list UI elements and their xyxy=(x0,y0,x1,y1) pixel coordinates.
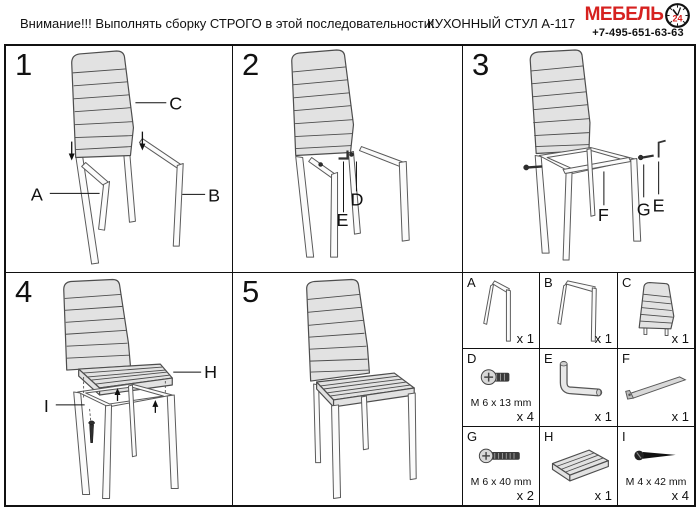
instruction-grid xyxy=(4,44,696,507)
part-letter-c: C xyxy=(622,275,632,290)
part-letter-d: D xyxy=(467,351,477,366)
part-cell-c xyxy=(618,273,694,349)
part-spec-d: M 6 x 13 mm xyxy=(470,397,532,409)
part-qty-d: x 4 xyxy=(516,409,534,424)
step-5-number: 5 xyxy=(242,274,260,309)
part-letter-b: B xyxy=(544,275,553,290)
step-2-label-e: E xyxy=(336,210,349,231)
part-cell-f xyxy=(618,349,694,427)
part-qty-i: x 4 xyxy=(671,488,689,503)
step-1-label-a: A xyxy=(30,184,43,205)
part-letter-e: E xyxy=(544,351,553,366)
part-letter-f: F xyxy=(622,351,630,366)
badge-24-text: 24 xyxy=(672,13,683,23)
step-1-number: 1 xyxy=(15,47,33,82)
clock-24-icon xyxy=(664,2,691,29)
part-cell-h xyxy=(540,427,618,505)
step-2-label-d: D xyxy=(350,189,364,210)
step-5-illustration xyxy=(233,273,462,505)
part-cell-b xyxy=(540,273,618,349)
step-2-illustration xyxy=(233,46,462,272)
warning-text: Внимание!!! Выполнять сборку СТРОГО в этой последовательности! xyxy=(20,16,435,31)
part-cell-e xyxy=(540,349,618,427)
step-2-panel xyxy=(233,46,463,273)
step-3-label-e: E xyxy=(652,195,665,216)
part-qty-c: x 1 xyxy=(671,331,689,346)
part-qty-h: x 1 xyxy=(594,488,612,503)
part-cell-g xyxy=(463,427,540,505)
part-qty-b: x 1 xyxy=(594,331,612,346)
part-cell-d xyxy=(463,349,540,427)
step-1-panel xyxy=(6,46,233,273)
part-qty-g: x 2 xyxy=(516,488,534,503)
part-letter-a: A xyxy=(467,275,476,290)
step-1-label-c: C xyxy=(169,93,183,114)
part-cell-i xyxy=(618,427,694,505)
part-qty-e: x 1 xyxy=(594,409,612,424)
step-5-panel xyxy=(233,273,463,505)
step-4-number: 4 xyxy=(15,274,33,309)
step-1-label-b: B xyxy=(208,185,221,206)
part-cell-a xyxy=(463,273,540,349)
part-spec-i: M 4 x 42 mm xyxy=(625,476,687,488)
product-title: КУХОННЫЙ СТУЛ А-117 xyxy=(427,16,576,31)
step-4-label-h: H xyxy=(204,362,218,383)
part-qty-a: x 1 xyxy=(516,331,534,346)
phone-number: +7-495-651-63-63 xyxy=(592,27,684,39)
step-3-panel xyxy=(463,46,694,273)
part-spec-g: M 6 x 40 mm xyxy=(470,476,532,488)
part-letter-h: H xyxy=(544,429,554,444)
step-3-label-f: F xyxy=(597,205,609,226)
parts-table xyxy=(463,273,694,505)
part-letter-i: I xyxy=(622,429,626,444)
step-3-number: 3 xyxy=(472,47,490,82)
part-qty-f: x 1 xyxy=(671,409,689,424)
brand-logo-text: МЕБЕЛЬ xyxy=(584,4,664,25)
step-3-label-g: G xyxy=(636,199,651,220)
step-4-illustration xyxy=(6,273,232,505)
part-letter-g: G xyxy=(467,429,478,444)
brand-block xyxy=(580,1,696,39)
step-1-illustration xyxy=(6,46,232,272)
header xyxy=(0,0,700,44)
step-2-number: 2 xyxy=(242,47,260,82)
step-4-label-i: I xyxy=(43,395,49,416)
step-3-illustration xyxy=(463,46,694,272)
step-4-panel xyxy=(6,273,233,505)
